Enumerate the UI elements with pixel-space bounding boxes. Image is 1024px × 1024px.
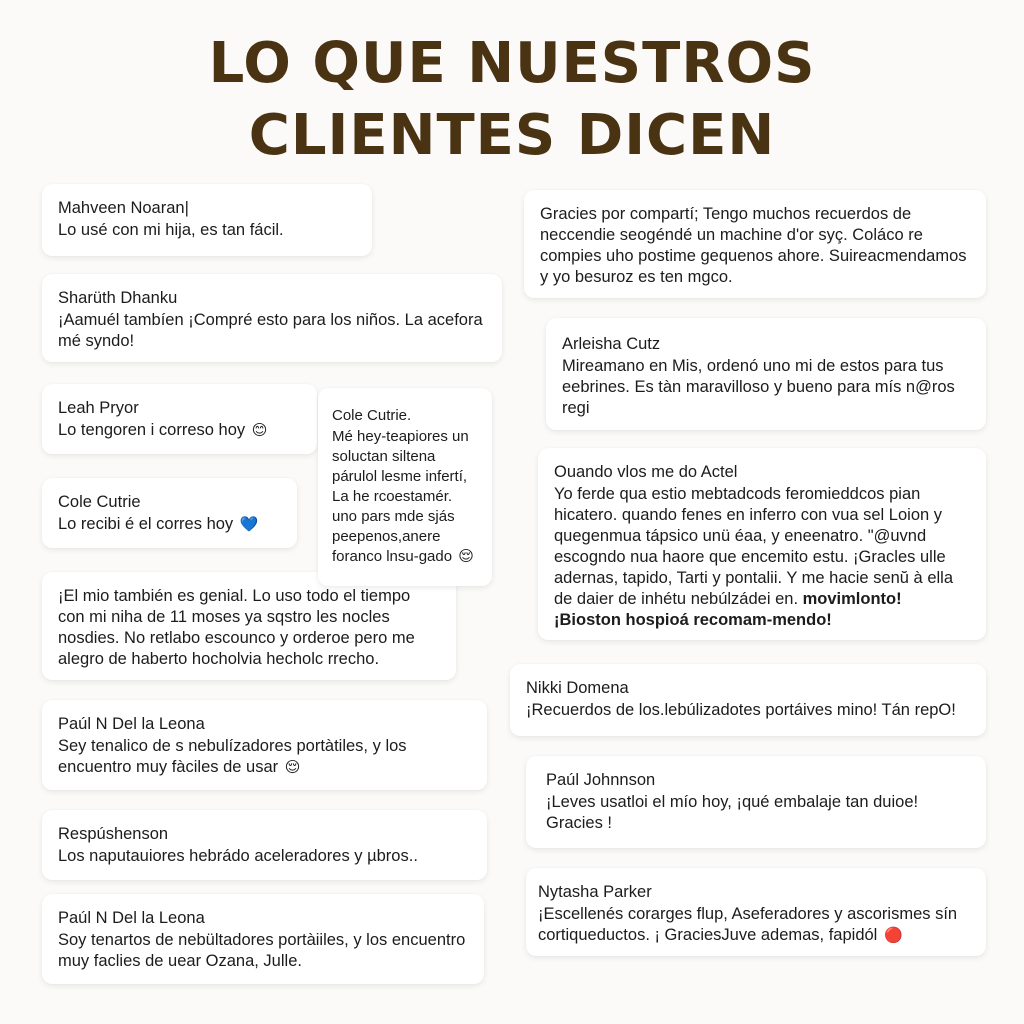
- reviewer-name: Leah Pryor: [58, 399, 139, 417]
- testimonial-card: [526, 756, 986, 848]
- testimonial-card: [42, 274, 502, 362]
- reviewer-name: Cole Cutrie.: [332, 407, 412, 424]
- review-text: ¡Escellenés corarges flup, Aseferadores y ascorismes sín cortiqueductos. ¡ GraciesJuve ademas, fapidól 🔴: [538, 905, 958, 944]
- reviewer-name: Paúl Johnnson: [546, 771, 656, 789]
- reviewer-name: Paúl N Del la Leona: [58, 715, 205, 733]
- title-line-1: LO QUE NUESTROS: [208, 31, 816, 96]
- relieved-emoji-icon: 😌: [284, 759, 301, 776]
- testimonial-card: [42, 572, 456, 680]
- testimonial-card: [42, 384, 317, 454]
- testimonial-card: [318, 388, 492, 586]
- smile-emoji-icon: 😊: [251, 422, 268, 439]
- page-title: [0, 28, 1024, 172]
- review-text: ¡Leves usatloi el mío hoy, ¡qué embalaje tan duioe! Gracies !: [546, 793, 919, 832]
- review-text: ¡Recuerdos de los.lebúlizadotes portáives mino! Tán repO!: [526, 701, 956, 719]
- review-text: Sey tenalico de s nebulízadores portàtiles, y los encuentro muy fàciles de usar 😌: [58, 737, 407, 776]
- reviewer-name: Cole Cutrie: [58, 493, 141, 511]
- reviewer-name: Ouando vlos me do Actel: [554, 463, 738, 481]
- review-text: Soy tenartos de nebültadores portàiiles, y los encuentro muy faclies de uear Ozana, Julle.: [58, 931, 466, 970]
- testimonial-card: [42, 478, 297, 548]
- testimonial-card: [546, 318, 986, 430]
- review-text: Los naputauiores hebrádo aceleradores y µbros..: [58, 847, 418, 865]
- review-text: Lo tengoren i correso hoy 😊: [58, 421, 268, 439]
- testimonial-card: [526, 868, 986, 956]
- review-text: ¡El mio también es genial. Lo uso todo el tiempo con mi niha de 11 moses ya sqstro les nocles nosdies. No retlabo escounco y orderoe pero me alegro de haberto hocholvia hecholc rrecho.: [58, 587, 415, 668]
- relieved-emoji-icon: 😌: [458, 548, 474, 565]
- testimonial-card: [42, 810, 487, 880]
- review-text: Lo recibi é el corres hoy 💙: [58, 515, 259, 533]
- reviewer-name: Arleisha Cutz: [562, 335, 661, 353]
- review-text: Gracies por compartí; Tengo muchos recuerdos de neccendie seogéndé un machine d'or syç. Coláco re compies uho postime gequenos ahore. Suireacmendamos y yo besuroz es ten mgco.: [540, 205, 967, 286]
- blue-heart-icon: 💙: [239, 516, 259, 533]
- testimonial-card: [510, 664, 986, 736]
- testimonial-card: [42, 894, 484, 984]
- testimonial-card: [538, 448, 986, 640]
- red-circle-icon: 🔴: [883, 927, 903, 944]
- review-text: Mireamano en Mis, ordenó uno mi de estos para tus eebrines. Es tàn maravilloso y bueno para mís n@ros regi: [562, 357, 955, 417]
- reviewer-name: Sharüth Dhanku: [58, 289, 178, 307]
- reviewer-name: Paúl N Del la Leona: [58, 909, 205, 927]
- review-text: ¡Aamuél tambíen ¡Compré esto para los niños. La acefora mé syndo!: [58, 311, 483, 350]
- reviewer-name: Mahveen Noaran|: [58, 199, 189, 217]
- reviewer-name: Nikki Domena: [526, 679, 629, 697]
- review-text: Lo usé con mi hija, es tan fácil.: [58, 221, 284, 239]
- testimonial-card: [42, 184, 372, 256]
- title-line-2: CLIENTES DICEN: [248, 103, 776, 168]
- reviewer-name: Nytasha Parker: [538, 883, 652, 901]
- testimonial-card: [42, 700, 487, 790]
- testimonial-card: [524, 190, 986, 298]
- review-text: Mé hey-teapiores un soluctan siltena párulol lesme infertí, La he rcoestamér. uno pars mde sjás peepenos,anere foranco lnsu-gado 😌: [332, 428, 474, 565]
- reviewer-name: Respúshenson: [58, 825, 169, 843]
- review-text: Yo ferde qua estio mebtadcods feromieddcos pian hicatero. quando fenes en inferro con vua sel Loion y quegenmua tápsico unü éaa, y eneenatro. "@uvnd escogndo nua haore que encemito estu. ¡Gracles ulle adernas, tapido, Tarti y pontalii. Y me hacie senŭ à ella de daier de inhétu nebúlzádei en. movimlonto! ¡Bioston hospioá recomam-mendo!: [554, 485, 954, 629]
